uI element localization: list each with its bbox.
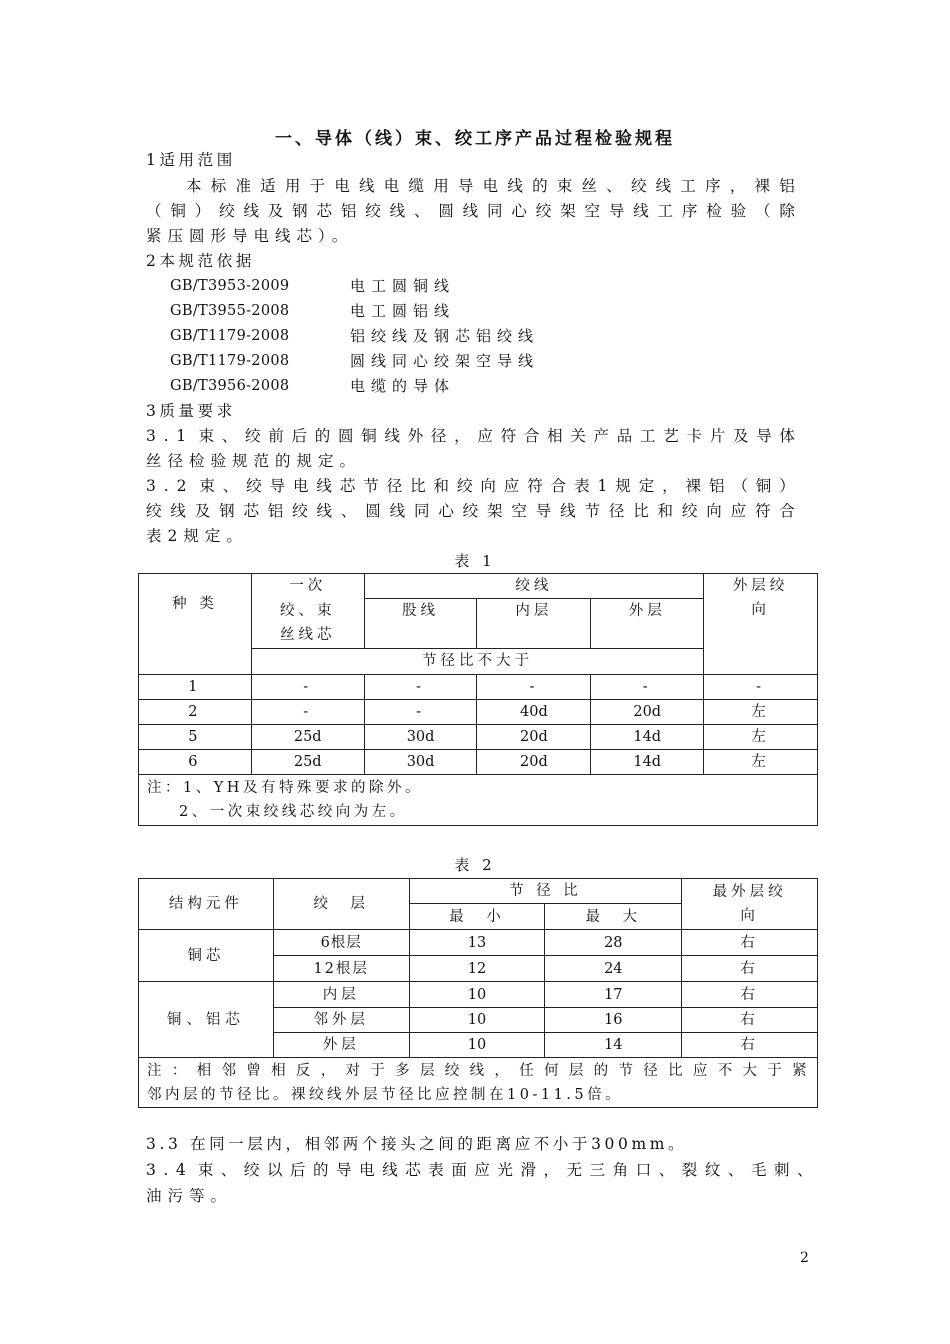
paragraph-3-2-line1: 3 . 2 束 、 绞 导 电 线 芯 节 径 比 和 绞 向 应 符 合 表 1 规 定 ， 裸 铝 （ 铜 ） (146, 477, 798, 495)
table-cell: 6 (139, 749, 252, 774)
section1-line3: 紧压圆形导电线芯）。 (146, 227, 354, 245)
table-cell: 25d (251, 724, 364, 749)
table-cell: - (704, 674, 818, 699)
table-cell: 25d (251, 749, 364, 774)
table-cell: - (251, 699, 364, 724)
header-outer-direction-line1: 外层绞 (732, 578, 789, 594)
section1-heading: 1适用范围 (146, 151, 236, 169)
header-first-twist-line2: 绞、束 (279, 602, 336, 619)
reference-name: 电缆的导体 (350, 377, 456, 395)
paragraph-3-2-line2: 绞 线 及 钢 芯 铝 绞 线 、 圆 线 同 心 绞 架 空 导 线 节 径 比 和 绞 向 应 符 合 (146, 502, 798, 520)
table2 (138, 878, 818, 1108)
table-row (139, 982, 818, 1008)
header-first-twist-line1: 一次 (289, 578, 327, 594)
reference-name: 电工圆铜线 (350, 277, 456, 295)
reference-code: GB/T3955-2008 (170, 303, 290, 319)
reference-name: 铝绞线及钢芯铝绞线 (350, 327, 540, 345)
table-cell: - (251, 674, 364, 699)
table-cell: - (364, 674, 477, 699)
table-cell: 10 (409, 1033, 545, 1058)
table-row (139, 699, 818, 724)
table-cell: 邻外层 (273, 1008, 409, 1033)
table-cell: 30d (364, 724, 477, 749)
header-twisted-wire: 绞线 (364, 574, 703, 599)
header-strand: 股线 (364, 599, 477, 648)
table-cell: 12 (409, 956, 545, 982)
table2-note-line1: 注 ： 相 邻 曾 相 反 ， 对 于 多 层 绞 线 ， 任 何 层 的 节 径 比 应 不 大 于 紧 (147, 1062, 809, 1079)
paragraph-3-2-line3: 表2规定。 (146, 527, 248, 545)
paragraph-3-1-line1: 3 . 1 束 、 绞 前 后 的 圆 铜 线 外 径 ， 应 符 合 相 关 产 品 工 艺 卡 片 及 导 体 (146, 427, 798, 445)
reference-code: GB/T3956-2008 (170, 378, 290, 394)
reference-code: GB/T3953-2009 (170, 278, 290, 294)
table1 (138, 573, 818, 826)
table1-note-line2: 2、一次束绞线芯绞向为左。 (179, 803, 408, 820)
table-cell: 10 (409, 982, 545, 1008)
table-cell: 右 (682, 956, 818, 982)
table1-note (139, 774, 818, 825)
table2-note (139, 1058, 818, 1108)
header-kind: 种 类 (139, 574, 252, 675)
group-copper-core: 铜芯 (139, 930, 274, 982)
table-cell: 24 (545, 956, 682, 982)
header-first-twist (251, 574, 364, 649)
paragraph-3-4-line1: 3 . 4 束 、 绞 以 后 的 导 电 线 芯 表 面 应 光 滑 ， 无 三 角 口 、 裂 纹 、 毛 刺 、 (146, 1161, 816, 1179)
header-outermost-direction (682, 879, 818, 930)
header-structure-element: 结构元件 (139, 879, 274, 930)
table-cell: 17 (545, 982, 682, 1008)
table-row (139, 724, 818, 749)
section1-line2: （ 铜 ） 绞 线 及 钢 芯 铝 绞 线 、 圆 线 同 心 绞 架 空 导 线 工 序 检 验 （ 除 (146, 202, 798, 220)
table-cell: 20d (477, 749, 591, 774)
section1-line1: 本 标 准 适 用 于 电 线 电 缆 用 导 电 线 的 束 丝 、 绞 线 工 序 ， 裸 铝 (186, 177, 798, 195)
header-twist-layer: 绞 层 (273, 879, 409, 930)
header-pitch-ratio: 节 径 比 (409, 879, 682, 904)
table2-caption: 表 2 (454, 856, 496, 874)
reference-name: 圆线同心绞架空导线 (350, 352, 540, 370)
table-cell: 40d (477, 699, 591, 724)
table-cell: 外层 (273, 1033, 409, 1058)
table-cell: - (364, 699, 477, 724)
table-cell: - (477, 674, 591, 699)
table-cell: 12根层 (273, 956, 409, 982)
table2-note-line2: 邻内层的节径比。裸绞线外层节径比应控制在10-11.5倍。 (147, 1086, 624, 1103)
header-ratio-max: 节径比不大于 (251, 648, 703, 674)
header-inner-layer: 内层 (477, 599, 591, 648)
table-cell: 右 (682, 1008, 818, 1033)
header-outermost-direction-line2: 向 (740, 908, 759, 924)
table-cell: - (591, 674, 704, 699)
table-cell: 16 (545, 1008, 682, 1033)
section2-heading: 2本规范依据 (146, 252, 255, 270)
table-cell: 28 (545, 930, 682, 956)
table-cell: 右 (682, 930, 818, 956)
paragraph-3-4-line2: 油污等。 (146, 1187, 233, 1205)
header-min: 最 小 (409, 904, 545, 930)
table-cell: 14 (545, 1033, 682, 1058)
paragraph-3-3: 3.3 在同一层内，相邻两个接头之间的距离应不小于300mm。 (146, 1135, 688, 1153)
header-outer-direction (704, 574, 818, 675)
table-cell: 5 (139, 724, 252, 749)
table-cell: 2 (139, 699, 252, 724)
table-cell: 6根层 (273, 930, 409, 956)
table-cell: 内层 (273, 982, 409, 1008)
table-note-row (139, 1058, 818, 1108)
table-cell: 右 (682, 982, 818, 1008)
table1-caption: 表 1 (454, 552, 496, 570)
page-number: 2 (800, 1250, 809, 1266)
header-outermost-direction-line1: 最外层绞 (712, 884, 787, 900)
table-cell: 左 (704, 699, 818, 724)
table-cell: 14d (591, 724, 704, 749)
reference-code: GB/T1179-2008 (170, 328, 290, 344)
table1-note-line1: 注：1、YH及有特殊要求的除外。 (147, 779, 423, 796)
reference-name: 电工圆铝线 (350, 302, 456, 320)
page-title: 一、导体（线）束、绞工序产品过程检验规程 (275, 129, 675, 149)
table-cell: 10 (409, 1008, 545, 1033)
section3-heading: 3质量要求 (146, 402, 236, 420)
table-cell: 14d (591, 749, 704, 774)
table-cell: 1 (139, 674, 252, 699)
header-first-twist-line3: 丝线芯 (279, 627, 336, 643)
table-note-row (139, 774, 818, 825)
paragraph-3-1-line2: 丝径检验规范的规定。 (146, 452, 362, 470)
table-cell: 左 (704, 724, 818, 749)
header-outer-layer: 外层 (591, 599, 704, 648)
table-cell: 左 (704, 749, 818, 774)
table-cell: 30d (364, 749, 477, 774)
table-cell: 13 (409, 930, 545, 956)
group-copper-aluminum-core: 铜、铝芯 (139, 982, 274, 1058)
table-row (139, 749, 818, 774)
header-max: 最 大 (545, 904, 682, 930)
table-row (139, 674, 818, 699)
table-cell: 右 (682, 1033, 818, 1058)
reference-code: GB/T1179-2008 (170, 353, 290, 369)
table-cell: 20d (477, 724, 591, 749)
table-row (139, 930, 818, 956)
table-cell: 20d (591, 699, 704, 724)
header-outer-direction-line2: 向 (751, 602, 770, 618)
